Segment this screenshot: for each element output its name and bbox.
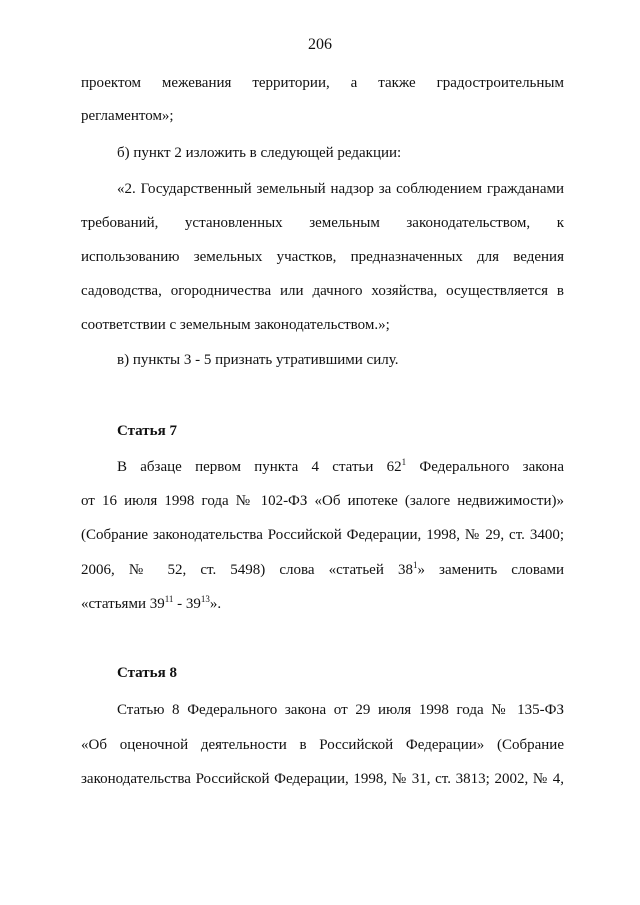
paragraph-line: использованию земельных участков, предназначенных для ведения xyxy=(81,249,564,265)
paragraph-line: Статью 8 Федерального закона от 29 июля 1998 года № 135-ФЗ xyxy=(117,702,564,718)
paragraph-line: проектом межевания территории, а также градостроительным xyxy=(81,75,564,91)
paragraph-line: соответствии с земельным законодательством.»; xyxy=(81,317,390,333)
paragraph-line: 2006, № 52, ст. 5498) слова «статьей $38^1$» заменить словами xyxy=(81,560,564,578)
superscript: 13 xyxy=(200,594,210,604)
page-number: 206 xyxy=(308,36,332,53)
superscript: 1 xyxy=(401,457,407,467)
paragraph-line: садоводства, огородничества или дачного хозяйства, осуществляется в xyxy=(81,283,564,299)
paragraph-line: «2. Государственный земельный надзор за соблюдением гражданами xyxy=(117,181,564,197)
paragraph-line: «Об оценочной деятельности в Российской Федерации» (Собрание xyxy=(81,737,564,753)
paragraph-line: В абзаце первом пункта 4 статьи $62^1$ Федерального закона xyxy=(117,457,564,475)
paragraph-line: б) пункт 2 изложить в следующей редакции: xyxy=(117,145,402,161)
paragraph-line: законодательства Российской Федерации, 1998, № 31, ст. 3813; 2002, № 4, xyxy=(81,771,564,787)
paragraph-line: (Собрание законодательства Российской Федерации, 1998, № 29, ст. 3400; xyxy=(81,527,564,543)
paragraph-line: в) пункты 3 - 5 признать утратившими силу. xyxy=(117,352,399,368)
superscript: 1 xyxy=(412,560,418,570)
article-heading: Статья 8 xyxy=(117,665,177,681)
paragraph-line: от 16 июля 1998 года № 102-ФЗ «Об ипотеке (залоге недвижимости)» xyxy=(81,493,564,509)
paragraph-line: регламентом»; xyxy=(81,108,174,124)
paragraph-line: требований, установленных земельным законодательством, к xyxy=(81,215,564,231)
paragraph-line: «статьями $39^{11} - 39^{13}$». xyxy=(81,594,222,612)
article-heading: Статья 7 xyxy=(117,423,177,439)
superscript: 11 xyxy=(164,594,174,604)
